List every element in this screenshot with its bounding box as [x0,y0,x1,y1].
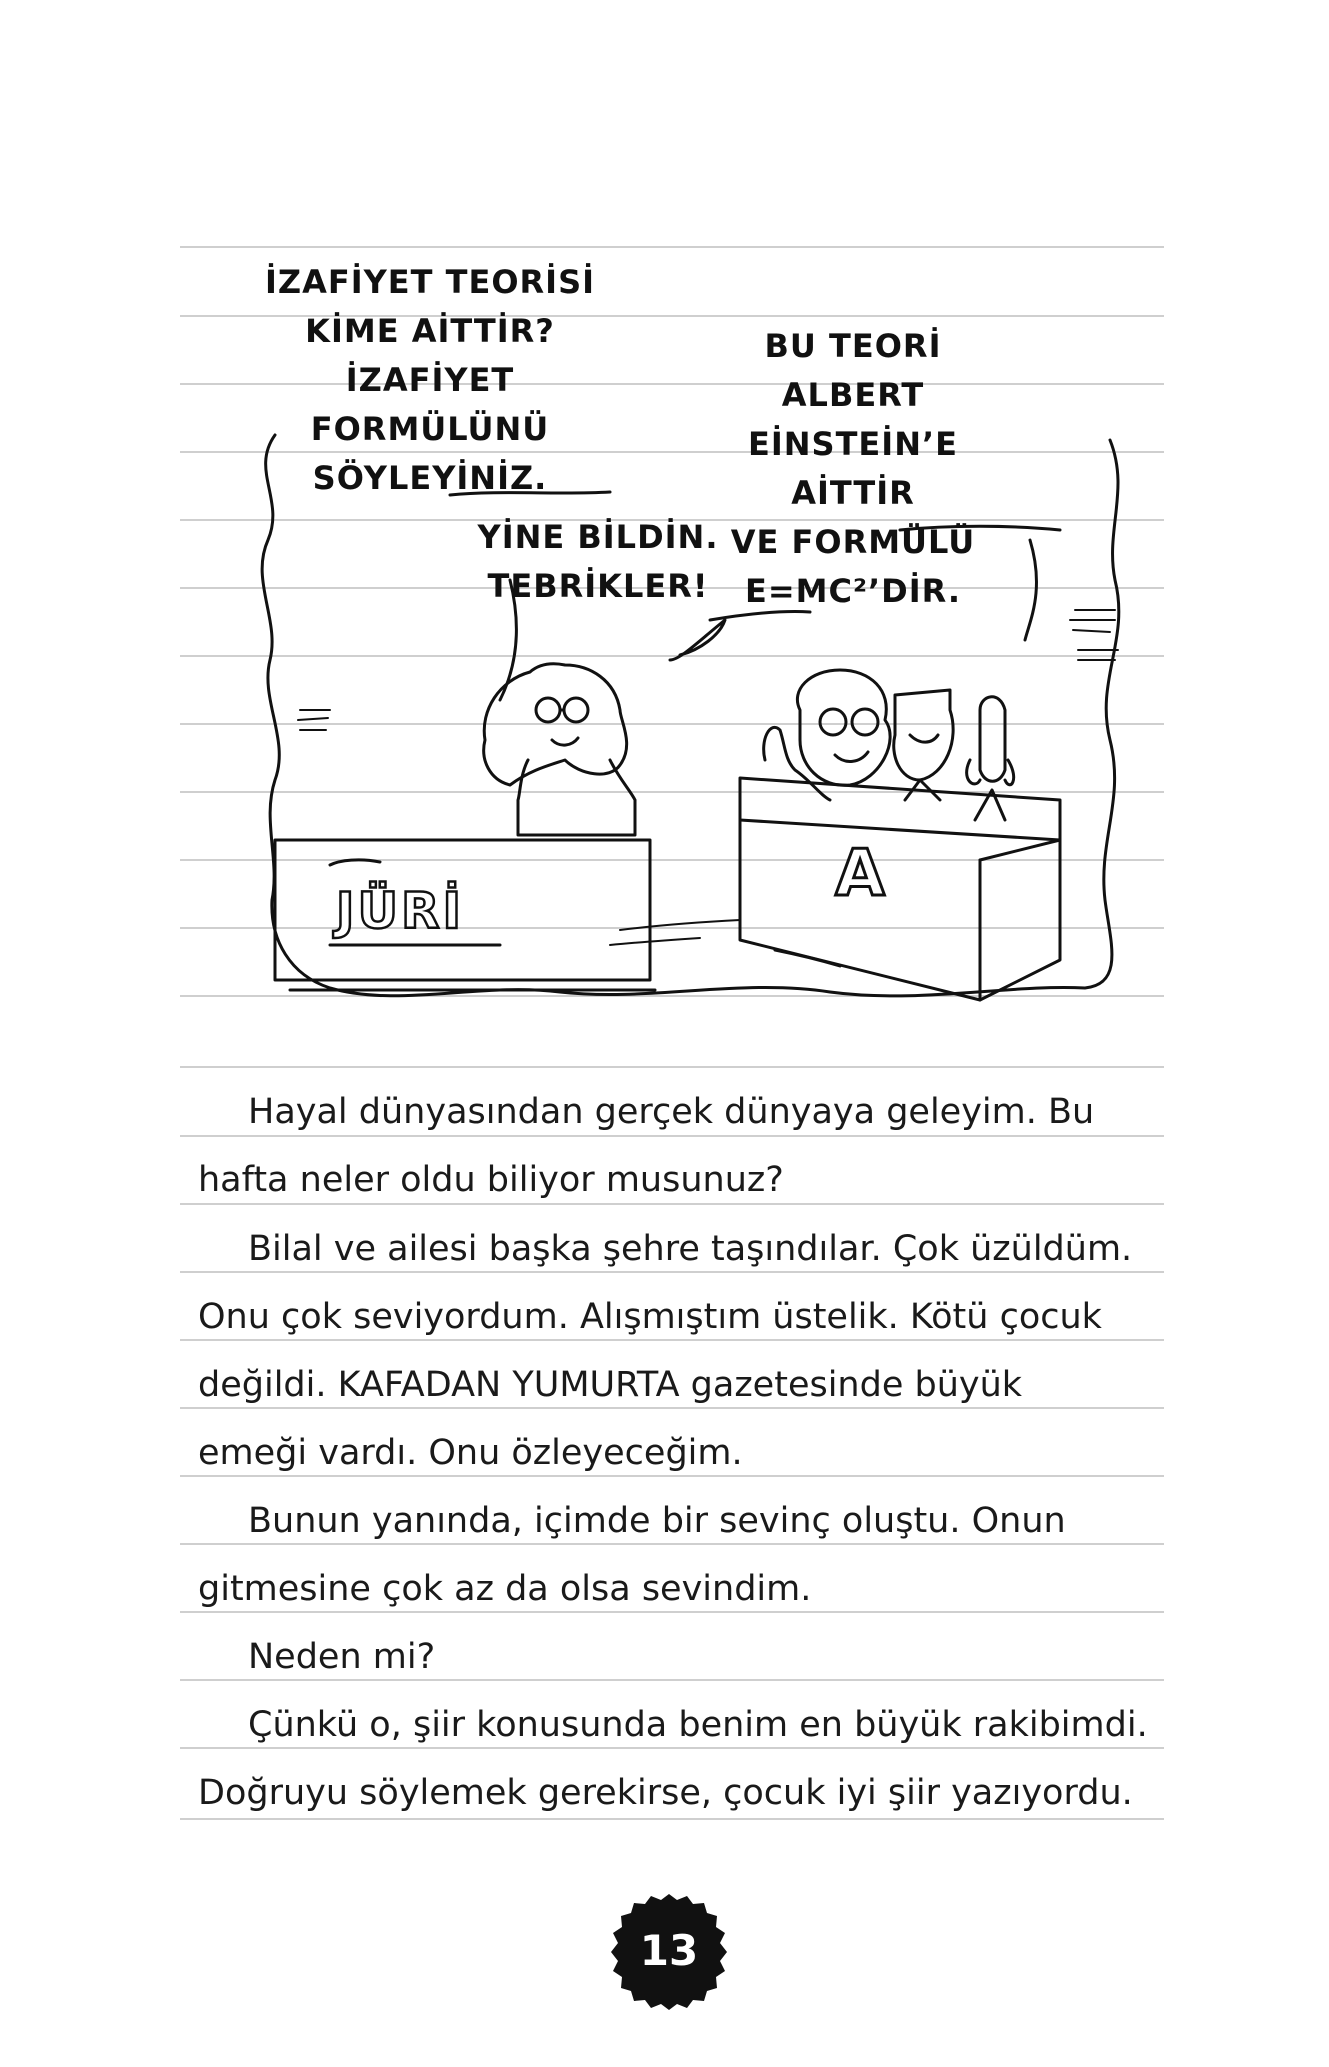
floor-marks [610,920,740,945]
rule-line [180,1339,1164,1341]
text-line: Onu çok seviyordum. Alışmıştım üstelik. Kötü çocuk [198,1297,1102,1337]
rule-line [180,1271,1164,1273]
rule-line [180,1747,1164,1749]
bubble-line: SÖYLEYİNİZ. [312,459,548,497]
text-line: hafta neler oldu biliyor musunuz? [198,1160,784,1200]
rule-line [180,1475,1164,1477]
bubble-line: E=MC²’DİR. [744,572,962,610]
motion-lines-left [298,710,330,730]
rule-line [180,1066,1164,1068]
team-desk [740,778,1060,1000]
bubble-line: İZAFİYET TEORİSİ [264,263,596,301]
rule-line [180,1679,1164,1681]
rule-line [180,1203,1164,1205]
jury-desk-label: JÜRİ [335,882,465,940]
bubble-line: TEBRİKLER! [487,567,709,605]
motion-lines-right [1070,610,1118,660]
speech-bubble-jury-question [250,258,610,503]
contestant-boy-tall [894,690,953,800]
bubble-line: İZAFİYET FORMÜLÜNÜ [310,361,550,448]
text-line: değildi. KAFADAN YUMURTA gazetesinde büyük [198,1365,1023,1405]
rule-line [180,1818,1164,1820]
jury-praise-tail [670,612,810,660]
text-line: Doğruyu söylemek gerekirse, çocuk iyi şiir yazıyordu. [198,1773,1133,1813]
rule-line [180,1543,1164,1545]
text-line: Hayal dünyasından gerçek dünyaya geleyim. Bu [248,1092,1095,1132]
text-line: emeği vardı. Onu özleyeceğim. [198,1433,743,1473]
text-line: Neden mi? [248,1637,436,1677]
bubble-line: EİNSTEİN’E AİTTİR [748,425,958,512]
text-line: Bilal ve ailesi başka şehre taşındılar. Çok üzüldüm. [248,1229,1133,1269]
bubble-line: YİNE BİLDİN. [477,518,719,556]
contestant-girl-ponytail [967,697,1014,820]
bubble-line: KİME AİTTİR? [305,312,555,350]
bubble-line: VE FORMÜLÜ [730,523,976,561]
bubble-line: BU TEORİ ALBERT [764,327,942,414]
jury-woman-figure [484,664,635,835]
page-number: 13 [639,1926,699,1975]
speech-bubble-student-answer [688,322,1018,616]
text-line: Bunun yanında, içimde bir sevinç oluştu. Onun [248,1501,1066,1541]
text-line: gitmesine çok az da olsa sevindim. [198,1569,812,1609]
rule-line [180,1135,1164,1137]
jury-desk [275,840,655,990]
text-line: Çünkü o, şiir konusunda benim en büyük rakibimdi. [248,1705,1148,1745]
rule-line [180,1407,1164,1409]
rule-line [180,1611,1164,1613]
team-desk-label: A [835,837,885,911]
